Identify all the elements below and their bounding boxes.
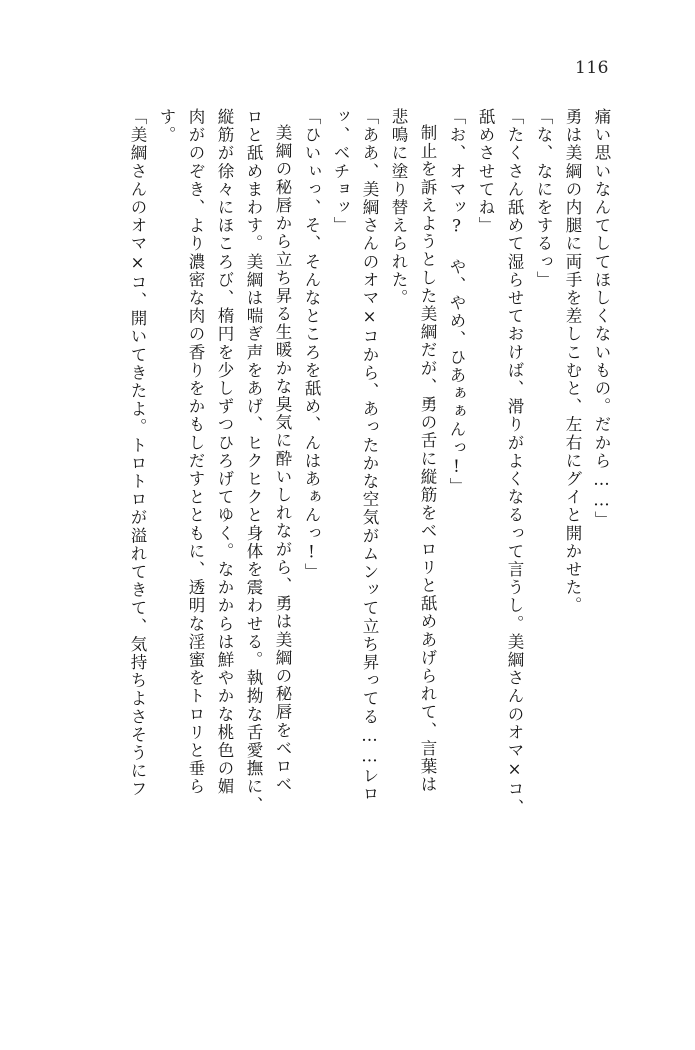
text-line: 美綱の秘唇から立ち昇る生暖かな臭気に酔いしれながら、勇は美綱の秘唇をベロベ — [273, 124, 292, 794]
text-line: 「たくさん舐めて湿らせておけば、滑りがよくなるって言うし。美綱さんのオマ×コ、 — [505, 108, 524, 817]
text-line: 「お、オマッ? や、やめ、ひあぁぁんっ!」 — [447, 108, 466, 496]
text-line: 舐めさせてね」 — [476, 108, 495, 235]
text-line: 悲鳴に塗り替えられた。 — [389, 108, 408, 308]
text-line: ッ、ベチョッ」 — [331, 108, 350, 235]
text-line: す。 — [157, 108, 176, 145]
text-line: 「な、なにをするっ」 — [534, 108, 553, 289]
text-line: 肉がのぞき、より濃密な肉の香りをかもしだすとともに、透明な淫蜜をトロリと垂ら — [186, 108, 205, 796]
text-line: 「ひいぃっ、そ、そんなところを舐め、んはあぁんっ!」 — [302, 108, 321, 582]
text-line: ロと舐めまわす。美綱は喘ぎ声をあげ、ヒクヒクと身体を震わせる。執拗な舌愛撫に、 — [244, 108, 263, 814]
text-line: 勇は美綱の内腿に両手を差しこむと、左右にグイと開かせた。 — [563, 108, 582, 615]
text-line: 「ああ、美綱さんのオマ×コから、あったかな空気がムンッて立ち昇ってる……レロ — [360, 108, 379, 804]
text-line: 縦筋が徐々にほころび、楕円を少しずつひろげてゆく。なかからは鮮やかな桃色の媚 — [215, 108, 234, 796]
text-line: 「美綱さんのオマ×コ、開いてきたよ。トロトロが溢れてきて、気持ちよさそうにフ — [128, 108, 147, 799]
text-line: 制止を訴えようとした美綱だが、勇の舌に縦筋をベロリと舐めあげられて、言葉は — [418, 124, 437, 794]
page-number: 116 — [575, 58, 609, 78]
text-line: 痛い思いなんてしてほしくないもの。だから……」 — [592, 108, 611, 530]
vertical-text-body — [52, 108, 609, 1008]
